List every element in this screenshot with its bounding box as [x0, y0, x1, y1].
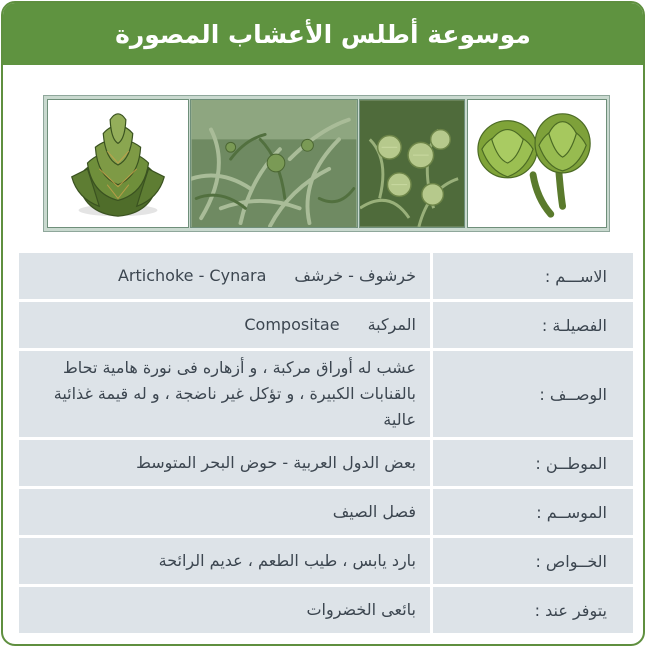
page-title: موسوعة أطلس الأعشاب المصورة: [3, 3, 643, 65]
description-value: عشب له أوراق مركبة ، و أزهاره فى نورة هامية تحاط بالقنابات الكبيرة ، و تؤكل غير ناضجة ، و له قيمة غذائية عالية: [19, 351, 430, 437]
season-value: فصل الصيف: [19, 489, 430, 535]
photo-strip: [43, 95, 610, 232]
name-label: الاســـم :: [433, 253, 633, 299]
row-name: [19, 253, 633, 299]
herb-card: [1, 1, 645, 646]
availability-value: بائعى الخضروات: [19, 587, 430, 633]
name-value-latin: Artichoke - Cynara: [117, 266, 267, 285]
row-availability: [19, 587, 633, 633]
family-value-latin: Compositae: [244, 315, 340, 334]
artichoke-pair-photo: [467, 99, 607, 228]
availability-label: يتوفر عند :: [433, 587, 633, 633]
habitat-value: بعض الدول العربية - حوض البحر المتوسط: [19, 440, 430, 486]
family-label: الفصيلـة :: [433, 302, 633, 348]
row-properties: [19, 538, 633, 584]
row-season: [19, 489, 633, 535]
name-value: [19, 253, 430, 299]
season-label: الموســم :: [433, 489, 633, 535]
family-value: [19, 302, 430, 348]
artichoke-field-photo: [190, 99, 358, 228]
description-label: الوصــف :: [433, 351, 633, 437]
row-family: [19, 302, 633, 348]
herb-info-table: [16, 250, 636, 636]
name-value-arabic: خرشوف - خرشف: [294, 266, 416, 285]
habitat-label: الموطــن :: [433, 440, 633, 486]
row-habitat: [19, 440, 633, 486]
properties-value: بارد يابس ، طيب الطعم ، عديم الرائحة: [19, 538, 430, 584]
family-value-arabic: المركبة: [367, 315, 416, 334]
properties-label: الخــواص :: [433, 538, 633, 584]
artichoke-single-photo: [47, 99, 189, 228]
row-description: [19, 351, 633, 437]
artichoke-buds-photo: [359, 99, 465, 228]
